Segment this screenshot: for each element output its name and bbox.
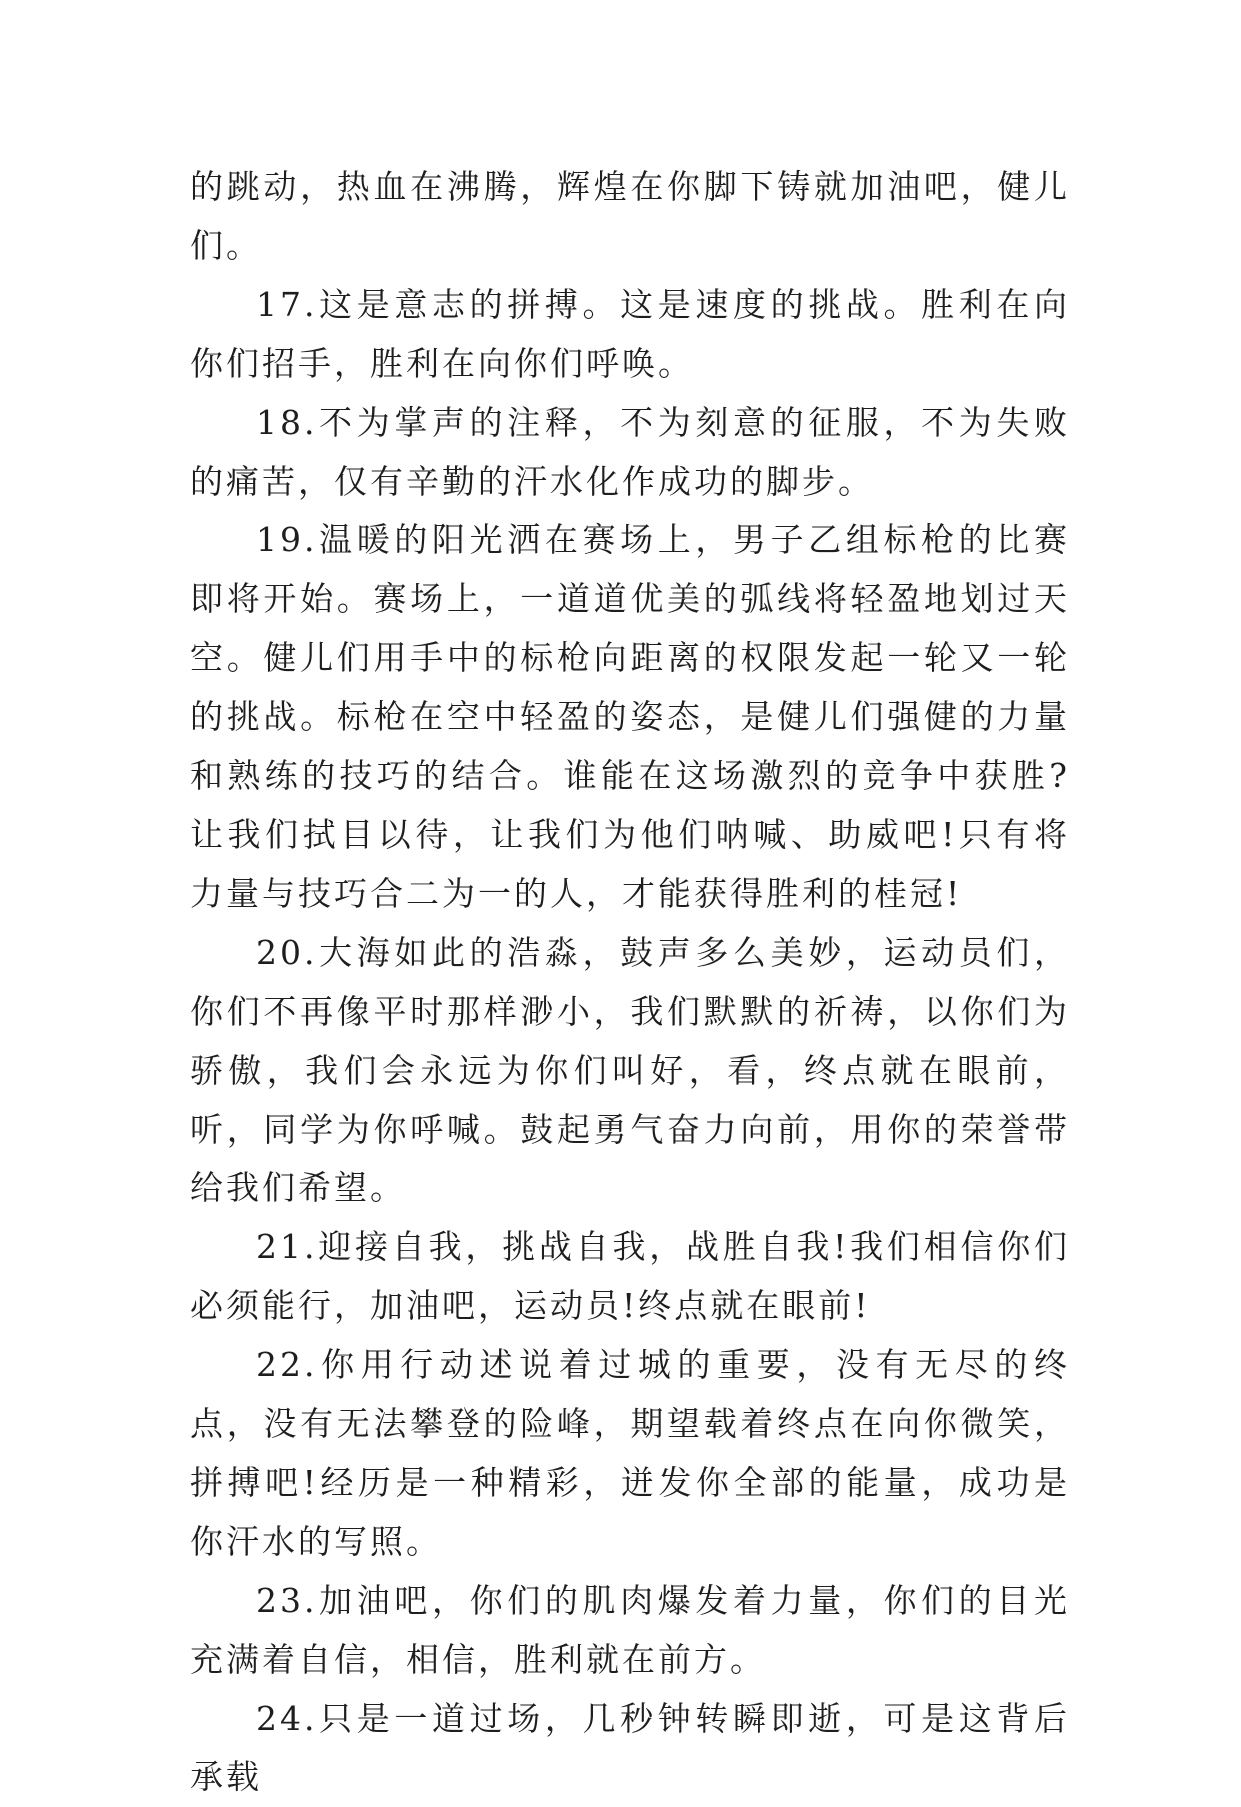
document-body [190,158,1070,1807]
paragraph-19: 19.温暖的阳光洒在赛场上，男子乙组标枪的比赛即将开始。赛场上，一道道优美的弧线将轻盈地划过天空。健儿们用手中的标枪向距离的权限发起一轮又一轮的挑战。标枪在空中轻盈的姿态，是健儿们强健的力量和熟练的技巧的结合。谁能在这场激烈的竞争中获胜?让我们拭目以待，让我们为他们呐喊、助威吧!只有将力量与技巧合二为一的人，才能获得胜利的桂冠! [190,520,1070,913]
paragraph-continuation: 的跳动，热血在沸腾，辉煌在你脚下铸就加油吧，健儿们。 [190,167,1070,265]
paragraph-18: 18.不为掌声的注释，不为刻意的征服，不为失败的痛苦，仅有辛勤的汗水化作成功的脚步。 [190,402,1070,501]
paragraph-20: 20.大海如此的浩淼，鼓声多么美妙，运动员们，你们不再像平时那样渺小，我们默默的祈祷，以你们为骄傲，我们会永远为你们叫好，看，终点就在眼前，听，同学为你呼喊。鼓起勇气奋力向前，用你的荣誉带给我们希望。 [190,932,1070,1208]
paragraph-22: 22.你用行动述说着过城的重要，没有无尽的终点，没有无法攀登的险峰，期望载着终点在向你微笑，拼搏吧!经历是一种精彩，迸发你全部的能量，成功是你汗水的写照。 [190,1345,1070,1561]
paragraph-24: 24.只是一道过场，几秒钟转瞬即逝，可是这背后承载 [190,1698,1070,1797]
paragraph-17: 17.这是意志的拼搏。这是速度的挑战。胜利在向你们招手，胜利在向你们呼唤。 [190,284,1070,383]
paragraph-23: 23.加油吧，你们的肌肉爆发着力量，你们的目光充满着自信，相信，胜利就在前方。 [190,1580,1070,1679]
paragraph-21: 21.迎接自我，挑战自我，战胜自我!我们相信你们必须能行，加油吧，运动员!终点就在眼前! [190,1227,1070,1326]
